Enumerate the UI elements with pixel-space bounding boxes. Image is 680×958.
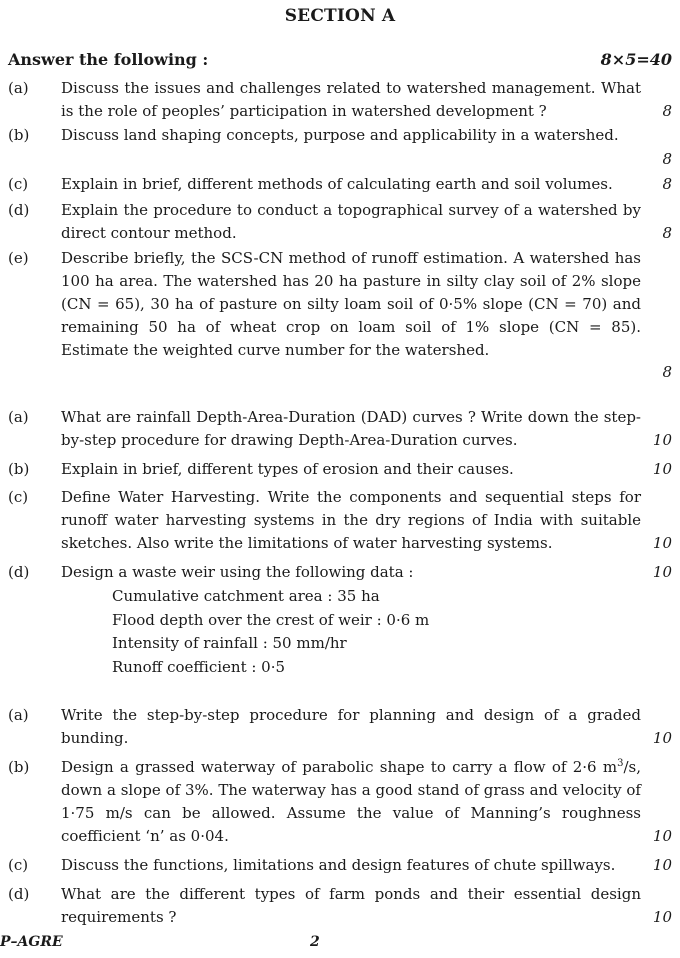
question-label: (c) [8,856,29,874]
question-marks: 10 [652,563,672,581]
question-label: (b) [8,460,30,478]
question-text: Describe briefly, the SCS-CN method of runoff estimation. A watershed has 100 ha area. The watershed has 20 ha pasture in silty clay soil of 2% slope (CN = 65), 30 ha of pasture on silty loam soil of 0·5% slope (CN = 70) and remaining 50 ha of wheat crop on loam soil of 1% slope (CN = 85). Estimate the weighted curve number for the watershed. [61,249,641,359]
weir-data-line: Intensity of rainfall : 50 mm/hr [112,634,347,652]
question-1c [8,173,672,196]
question-text: Explain the procedure to conduct a topographical survey of a watershed by direct contour method. [61,201,641,242]
question-text: Discuss the functions, limitations and design features of chute spillways. [61,856,616,874]
question-label: (c) [8,488,29,506]
question-marks: 10 [652,908,672,926]
question-text: What are rainfall Depth-Area-Duration (DAD) curves ? Write down the step-by-step procedure for drawing Depth-Area-Duration curves. [61,408,641,449]
question-1d [8,199,672,245]
question-marks: 8 [662,224,672,242]
question-1b [8,124,672,170]
question-label: (d) [8,201,30,219]
question-text: Design a waste weir using the following data : [61,563,414,581]
question-marks: 10 [652,431,672,449]
question-3d [8,883,672,929]
question-2d [8,561,672,584]
question-2b [8,458,672,481]
total-marks: 8×5=40 [600,50,672,69]
question-marks: 10 [652,460,672,478]
weir-data-line: Flood depth over the crest of weir : 0·6 m [112,610,430,629]
question-label: (b) [8,126,30,144]
weir-data-line: Runoff coefficient : 0·5 [112,657,286,676]
question-text-part: Design a grassed waterway of parabolic shape to carry a flow of 2·6 m [61,758,618,776]
question-marks: 10 [652,534,672,552]
question-marks: 10 [652,827,672,845]
question-label: (a) [8,706,29,724]
question-marks: 8 [662,175,672,193]
question-2c [8,486,672,555]
section-title: SECTION A [284,6,396,26]
question-label: (d) [8,563,30,581]
question-marks: 10 [652,729,672,747]
question-1a [8,77,672,123]
question-label: (b) [8,758,30,776]
question-text-part: /s, down a slope of 3%. The waterway has a good stand of grass and velocity of 1·75 m/s can be allowed. Assume the value of Manning’s roughness coefficient ‘n’ as 0·04. [61,758,641,845]
question-marks: 8 [662,363,672,381]
question-text: What are the different types of farm ponds and their essential design requirements ? [61,885,641,926]
question-marks: 8 [662,102,672,120]
question-label: (a) [8,79,29,97]
instruction-text: Answer the following : [8,50,209,69]
question-text [61,756,641,848]
question-label: (a) [8,408,29,426]
question-text: Explain in brief, different types of erosion and their causes. [61,460,514,478]
question-text: Explain in brief, different methods of calculating earth and soil volumes. [61,175,613,193]
page-number: 2 [310,934,320,950]
question-3a [8,704,672,750]
question-text: Discuss the issues and challenges related to watershed management. What is the role of peoples’ participation in watershed development ? [61,79,641,120]
question-label: (c) [8,175,29,193]
question-text: Discuss land shaping concepts, purpose and applicability in a watershed. [61,126,619,144]
question-marks: 8 [662,150,672,168]
question-label: (d) [8,885,30,903]
question-marks: 10 [652,856,672,874]
instruction-row [8,50,674,69]
question-1e [8,247,672,385]
question-label: (e) [8,249,29,267]
weir-data-list [112,585,429,679]
question-2a [8,406,672,452]
question-3c [8,854,672,877]
question-text: Define Water Harvesting. Write the components and sequential steps for runoff water harvesting systems in the dry regions of India with suitable sketches. Also write the limitations of water harvesting systems. [61,488,641,552]
question-3b [8,756,672,848]
question-text: Write the step-by-step procedure for planning and design of a graded bunding. [61,706,641,747]
superscript: 3 [617,758,624,769]
paper-code: P–AGRE [0,934,63,950]
weir-data-line: Cumulative catchment area : 35 ha [112,587,380,605]
